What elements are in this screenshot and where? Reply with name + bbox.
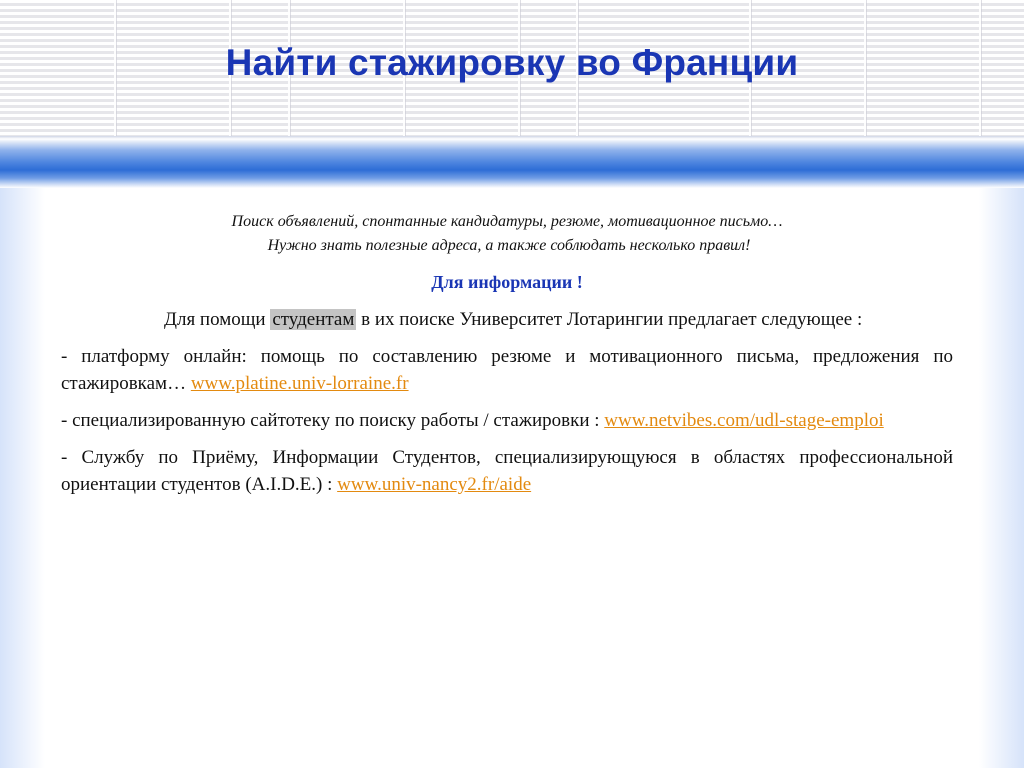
list-item-platform (61, 343, 953, 397)
header-blue-band (0, 136, 1024, 188)
list-item-platform-text: - платформу онлайн: помощь по составлению резюме и мотивационного письма, предложения по стажировкам… (61, 346, 953, 394)
paragraph-students (61, 306, 953, 333)
intro-line-1: Поиск объявлений, спонтанные кандидатуры, резюме, мотивационное письмо… (231, 213, 783, 230)
list-item-aide (61, 444, 953, 498)
netvibes-link[interactable]: www.netvibes.com/udl-stage-emploi (604, 410, 884, 431)
header-stripes (0, 0, 1024, 136)
slide-content (61, 210, 953, 508)
paragraph-students-after: в их поиске Университет Лотарингии предлагает следующее : (356, 309, 863, 330)
list-item-netvibes-text: - специализированную сайтотеку по поиску работы / стажировки : (61, 410, 605, 431)
page-title: Найти стажировку во Франции (225, 42, 799, 83)
highlighted-word: студентам (272, 309, 355, 330)
right-edge-glow (979, 188, 1024, 768)
aide-link[interactable]: www.univ-nancy2.fr/aide (337, 474, 532, 495)
list-item-netvibes (61, 407, 953, 434)
list-item-aide-text: - Службу по Приёму, Информации Студентов, специализирующуюся в областях профессиональной ориентации студентов (A.I.D.E.) : (61, 447, 953, 495)
info-heading: Для информации ! (431, 272, 583, 292)
platine-link[interactable]: www.platine.univ-lorraine.fr (190, 373, 409, 394)
left-edge-glow (0, 188, 45, 768)
paragraph-students-before: Для помощи (164, 309, 271, 330)
intro-text (61, 210, 953, 258)
intro-line-2: Нужно знать полезные адреса, а также соблюдать несколько правил! (267, 237, 751, 254)
